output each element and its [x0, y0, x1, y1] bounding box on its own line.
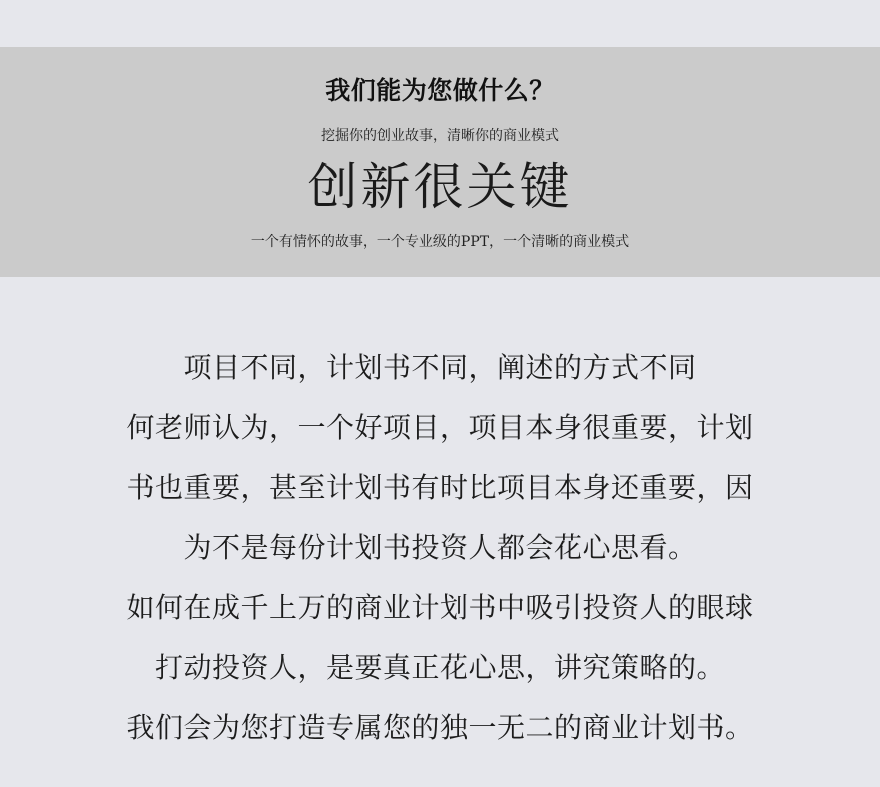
description-line: 打动投资人，是要真正花心思，讲究策略的。 [154, 651, 725, 684]
banner-subtitle: 挖掘你的创业故事，清晰你的商业模式 [321, 128, 559, 144]
banner-title: 我们能为您做什么？ [325, 76, 555, 105]
hero-banner [0, 47, 880, 277]
description-line: 书也重要，甚至计划书有时比项目本身还重要，因 [126, 471, 754, 504]
banner-tagline: 一个有情怀的故事，一个专业级的PPT，一个清晰的商业模式 [250, 234, 630, 250]
banner-headline: 创新很关键 [307, 158, 573, 216]
description-line: 何老师认为，一个好项目，项目本身很重要，计划 [126, 411, 754, 444]
description-line: 我们会为您打造专属您的独一无二的商业计划书。 [126, 711, 754, 744]
description-paragraph [0, 338, 880, 758]
description-line: 如何在成千上万的商业计划书中吸引投资人的眼球 [126, 591, 754, 624]
description-line: 项目不同，计划书不同，阐述的方式不同 [183, 351, 697, 384]
description-line: 为不是每份计划书投资人都会花心思看。 [183, 531, 697, 564]
